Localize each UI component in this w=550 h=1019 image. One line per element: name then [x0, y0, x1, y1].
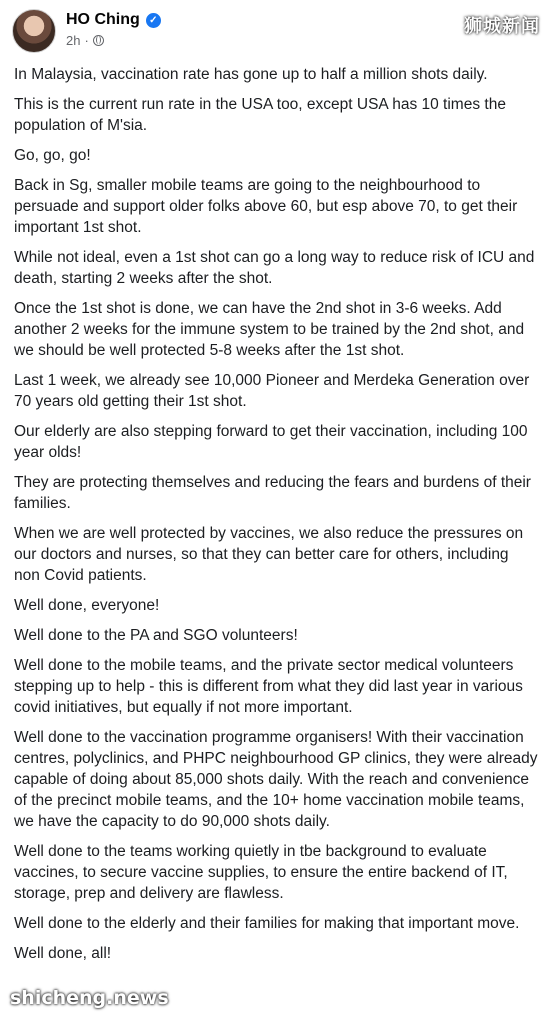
post-time[interactable]: 2h: [66, 33, 81, 48]
post-paragraph: While not ideal, even a 1st shot can go a long way to reduce risk of ICU and death, starting 2 weeks after the shot.: [14, 249, 535, 287]
meta-separator: ·: [84, 33, 89, 48]
author-name[interactable]: HO Ching: [66, 11, 140, 28]
post-body: [14, 64, 538, 973]
post-paragraph: Go, go, go!: [14, 147, 91, 164]
author-row: [66, 11, 161, 29]
verified-badge-icon: ✓: [146, 13, 161, 28]
post-paragraph: Our elderly are also stepping forward to get their vaccination, including 100 year olds!: [14, 423, 528, 461]
post-paragraph: Well done to the teams working quietly in tbe background to evaluate vaccines, to secure vaccine supplies, to ensure the entire backend of IT, storage, prep and delivery are flawless.: [14, 843, 508, 902]
post-paragraph: Well done to the elderly and their families for making that important move.: [14, 915, 520, 932]
post-paragraph: Back in Sg, smaller mobile teams are going to the neighbourhood to persuade and support older folks above 60, but esp above 70, to get their important 1st shot.: [14, 177, 518, 236]
post-paragraph: In Malaysia, vaccination rate has gone up to half a million shots daily.: [14, 66, 488, 83]
post-meta: [66, 33, 104, 48]
post-paragraph: Well done to the vaccination programme organisers! With their vaccination centres, polyclinics, and PHPC neighbourhood GP clinics, they were already capable of doing about 85,000 shots daily. With the reach and convenience of the precinct mobile teams, and the 10+ home vaccination mobile teams, we have the capacity to do 90,000 shots daily.: [14, 729, 538, 830]
post-paragraph: Well done, all!: [14, 945, 112, 962]
globe-icon[interactable]: [93, 35, 104, 46]
post-paragraph: Well done to the mobile teams, and the private sector medical volunteers stepping up to help - this is different from what they did last year in various covid initiatives, but equally if not more important.: [14, 657, 523, 716]
post-paragraph: They are protecting themselves and reducing the fears and burdens of their families.: [14, 474, 531, 512]
post-paragraph: Once the 1st shot is done, we can have the 2nd shot in 3-6 weeks. Add another 2 weeks for the immune system to be trained by the 2nd shot, and we should be well protected 5-8 weeks after the 1st shot.: [14, 300, 525, 359]
post-paragraph: This is the current run rate in the USA too, except USA has 10 times the population of M'sia.: [14, 96, 506, 134]
watermark-top: 狮城新闻: [464, 16, 540, 37]
author-avatar[interactable]: [12, 9, 56, 53]
post-paragraph: Last 1 week, we already see 10,000 Pioneer and Merdeka Generation over 70 years old getting their 1st shot.: [14, 372, 530, 410]
post-paragraph: Well done to the PA and SGO volunteers!: [14, 627, 298, 644]
post-paragraph: When we are well protected by vaccines, we also reduce the pressures on our doctors and nurses, so that they can better care for others, including non Covid patients.: [14, 525, 524, 584]
post-header: [12, 9, 538, 55]
post-paragraph: Well done, everyone!: [14, 597, 160, 614]
watermark-bottom: shicheng.news: [10, 987, 169, 1009]
